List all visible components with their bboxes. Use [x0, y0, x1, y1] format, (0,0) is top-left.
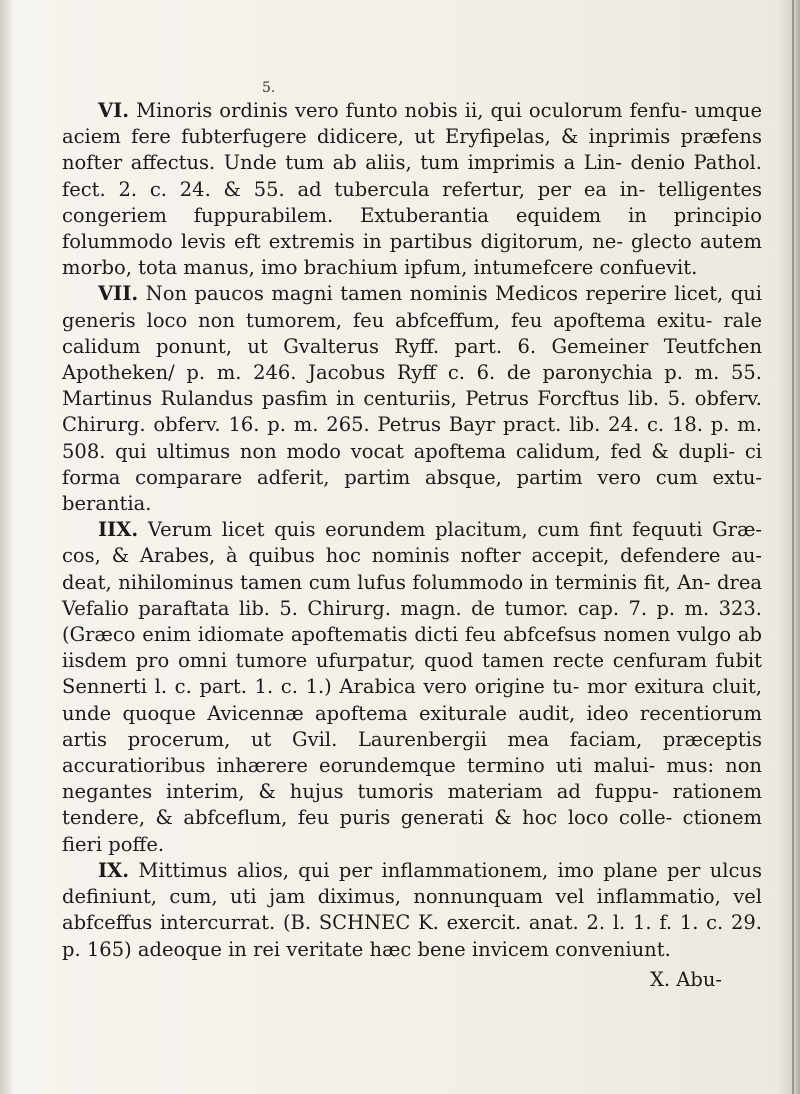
paragraph-7 [62, 281, 762, 517]
paragraph-text: Mittimus alios, qui per inflammationem, imo plane per ulcus definiunt, cum, uti jam diximus, nonnunquam vel inflammatio, vel abfceffus intercurrat. (B. SCHNEC K. exercit. anat. 2. l. 1. f. 1. c. 29. p. 165) adeoque in rei veritate hæc bene invicem conveniunt. [62, 858, 762, 961]
paragraph-text: Verum licet quis eorundem placitum, cum fint fequuti Græ- cos, & Arabes, à quibus hoc nominis nofter accepit, defendere au- deat, nihilominus tamen cum lufus folummodo in terminis fit, An- drea Vefalio paraftata lib. 5. Chirurg. magn. de tumor. cap. 7. p. m. 323. (Græco enim idiomate apoftematis dicti feu abfcefsus nomen vulgo ab iisdem pro omni tumore ufurpatur, quod tamen recte cenfuram fubit Sennerti l. c. part. 1. c. 1.) Arabica vero origine tu- mor exitura cluit, unde quoque Avicennæ apoftema exiturale audit, ideo recentiorum artis procerum, ut Gvil. Laurenbergii mea faciam, præceptis accuratioribus inhærere eorundemque termino uti malui- mus: non negantes interim, & hujus tumoris materiam ad fuppu- rationem tendere, & abfceflum, feu puris generati & hoc loco colle- ctionem fieri poffe. [62, 518, 762, 856]
paragraph-text: Minoris ordinis vero funto nobis ii, qui oculorum fenfu- umque aciem fere fubterfugere didicere, ut Eryfipelas, & inprimis præfens nofter affectus. Unde tum ab aliis, tum imprimis a Lin- denio Pathol. fect. 2. c. 24. & 55. ad tubercula refertur, per ea in- telligentes congeriem fuppurabilem. Extuberantia equidem in principio folummodo levis eft extremis in partibus digitorum, ne- glecto autem morbo, tota manus, imo brachium ipfum, intumefcere confuevit. [62, 99, 762, 280]
body-text [62, 98, 762, 993]
paragraph-number: VI. [98, 99, 130, 122]
paragraph-number: IX. [98, 858, 130, 882]
paragraph-text: Non paucos magni tamen nominis Medicos reperire licet, qui generis loco non tumorem, feu abfceffum, feu apoftema exitu- rale calidum ponunt, ut Gvalterus Ryff. part. 6. Gemeiner Teutfchen Apotheken/ p. m. 246. Jacobus Ryff c. 6. de paronychia p. m. 55. Martinus Rulandus pasfim in centuriis, Petrus Forcftus lib. 5. obferv. Chirurg. obferv. 16. p. m. 265. Petrus Bayr pract. lib. 24. c. 18. p. m. 508. qui ultimus non modo vocat apoftema calidum, fed & dupli- ci forma comparare adferit, partim absque, partim vero cum extu- berantia. [62, 282, 762, 516]
page-left-shadow [0, 0, 14, 1094]
paragraph-number: VII. [98, 282, 139, 306]
paragraph-number: IIX. [98, 518, 139, 542]
page-folio: 5. [262, 80, 276, 96]
catchword: X. Abu- [650, 967, 722, 991]
paragraph-8 [62, 517, 762, 858]
paragraph-9 [62, 858, 762, 963]
paragraph-6 [62, 98, 762, 281]
page-right-edge [778, 0, 800, 1094]
